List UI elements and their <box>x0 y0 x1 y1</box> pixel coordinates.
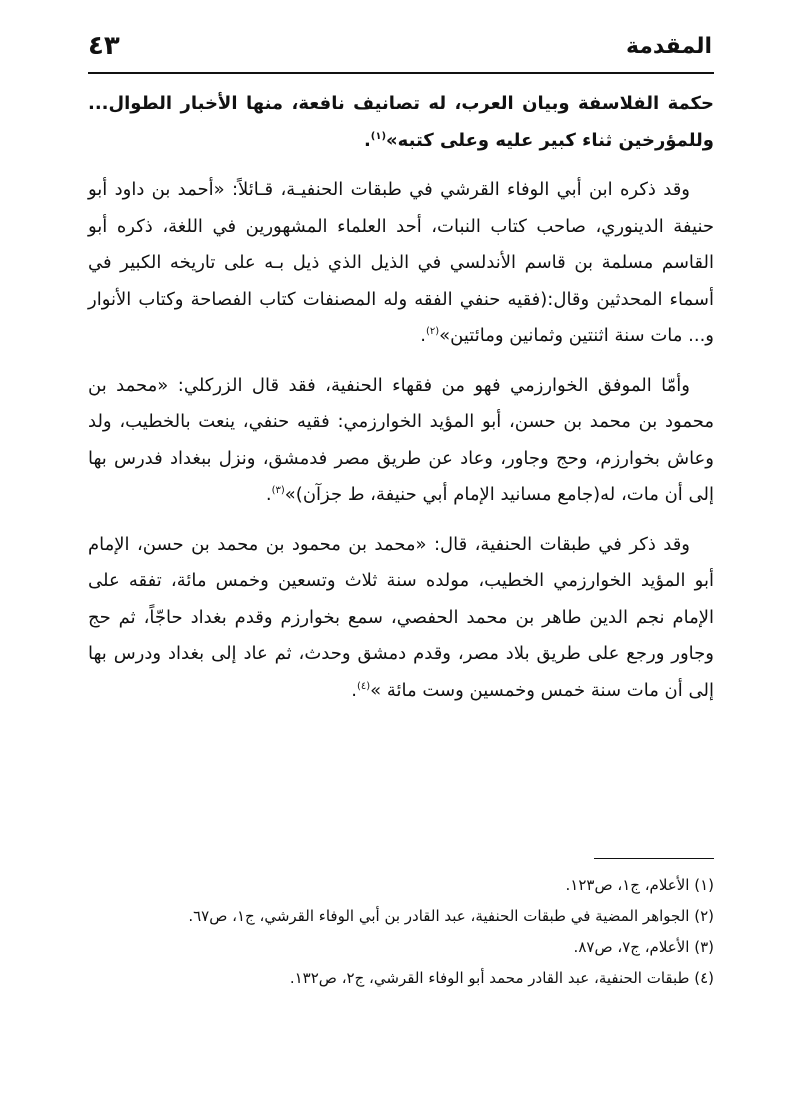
footnote-divider <box>594 858 714 859</box>
footnote: (٤) طبقات الحنفية، عبد القادر محمد أبو الوفاء القرشي، ج٢، ص١٣٢. <box>289 969 714 987</box>
footnote: (٣) الأعلام، ج٧، ص٨٧. <box>573 938 714 956</box>
paragraph <box>88 527 714 710</box>
footnote-ref: (٢) <box>425 326 440 337</box>
paragraph-tail: . <box>420 325 426 346</box>
paragraph-text: وقد ذكر في طبقات الحنفية، قال: «محمد بن محمود بن محمد بن حسن، الإمام أبو المؤيد الخوارزمي الخطيب، مولده سنة ثلاث وتسعين وخمس مائة، تفقه على الإمام نجم الدين طاهر بن محمد الحفصي، سمع بخوارزم وقدم بغداد حاجّاً، ثم حج وجاور ورجع على طريق بلاد مصر، وقدم دمشق وحدث، ثم عاد إلى بغداد ودرس بها إلى أن مات سنة خمس وخمسين وست مائة » <box>88 533 714 701</box>
paragraph-tail: . <box>351 679 357 701</box>
paragraph <box>88 368 714 514</box>
paragraph-tail: . <box>363 129 371 151</box>
paragraph-text: وقد ذكره ابن أبي الوفاء القرشي في طبقات الحنفيـة، قـائلاً: «أحمد بن داود أبو حنيفة الدينوري، صاحب كتاب النبات، أحد العلماء المشهورين في اللغة، ذكره أبو القاسم مسلمة بن قاسم الأندلسي في الذيل الذي ذيل بـه على تاريخه الكبير في أسماء المحدثين وقال:(فقيه حنفي الفقه وله المصنفات كتاب الفصاحة وكتاب الأنوار و... مات سنة اثنتين وثمانين ومائتين» <box>88 179 714 346</box>
paragraph <box>88 86 714 159</box>
paragraph-tail: . <box>265 484 272 505</box>
page-number: ٤٣ <box>88 31 120 61</box>
running-header-title: المقدمة <box>625 34 712 59</box>
header-divider <box>88 72 714 74</box>
footnote-ref: (٤) <box>356 680 371 692</box>
main-text <box>88 86 714 722</box>
footnote-ref: (١) <box>370 130 387 142</box>
paragraph <box>88 172 714 355</box>
footnotes <box>88 870 714 994</box>
paragraph-text: حكمة الفلاسفة وبيان العرب، له تصانيف نافعة، منها الأخبار الطوال... وللمؤرخين ثناء كبير عليه وعلى كتبه» <box>88 93 714 151</box>
footnote-ref: (٣) <box>271 485 285 496</box>
footnote: (٢) الجواهر المضية في طبقات الحنفية، عبد القادر بن أبي الوفاء القرشي، ج١، ص٦٧. <box>188 907 714 925</box>
paragraph-text: وأمّا الموفق الخوارزمي فهو من فقهاء الحنفية، فقد قال الزركلي: «محمد بن محمود بن محمد بن حسن، أبو المؤيد الخوارزمي: فقيه حنفي، ينعت بالخطيب، ولد وعاش بخوارزم، وحج وجاور، وعاد عن طريق مصر فدمشق، ونزل ببغداد فدرس بها إلى أن مات، له(جامع مسانيد الإمام أبي حنيفة، ط جزآن)» <box>88 374 714 505</box>
footnote: (١) الأعلام، ج١، ص١٢٣. <box>565 876 714 894</box>
